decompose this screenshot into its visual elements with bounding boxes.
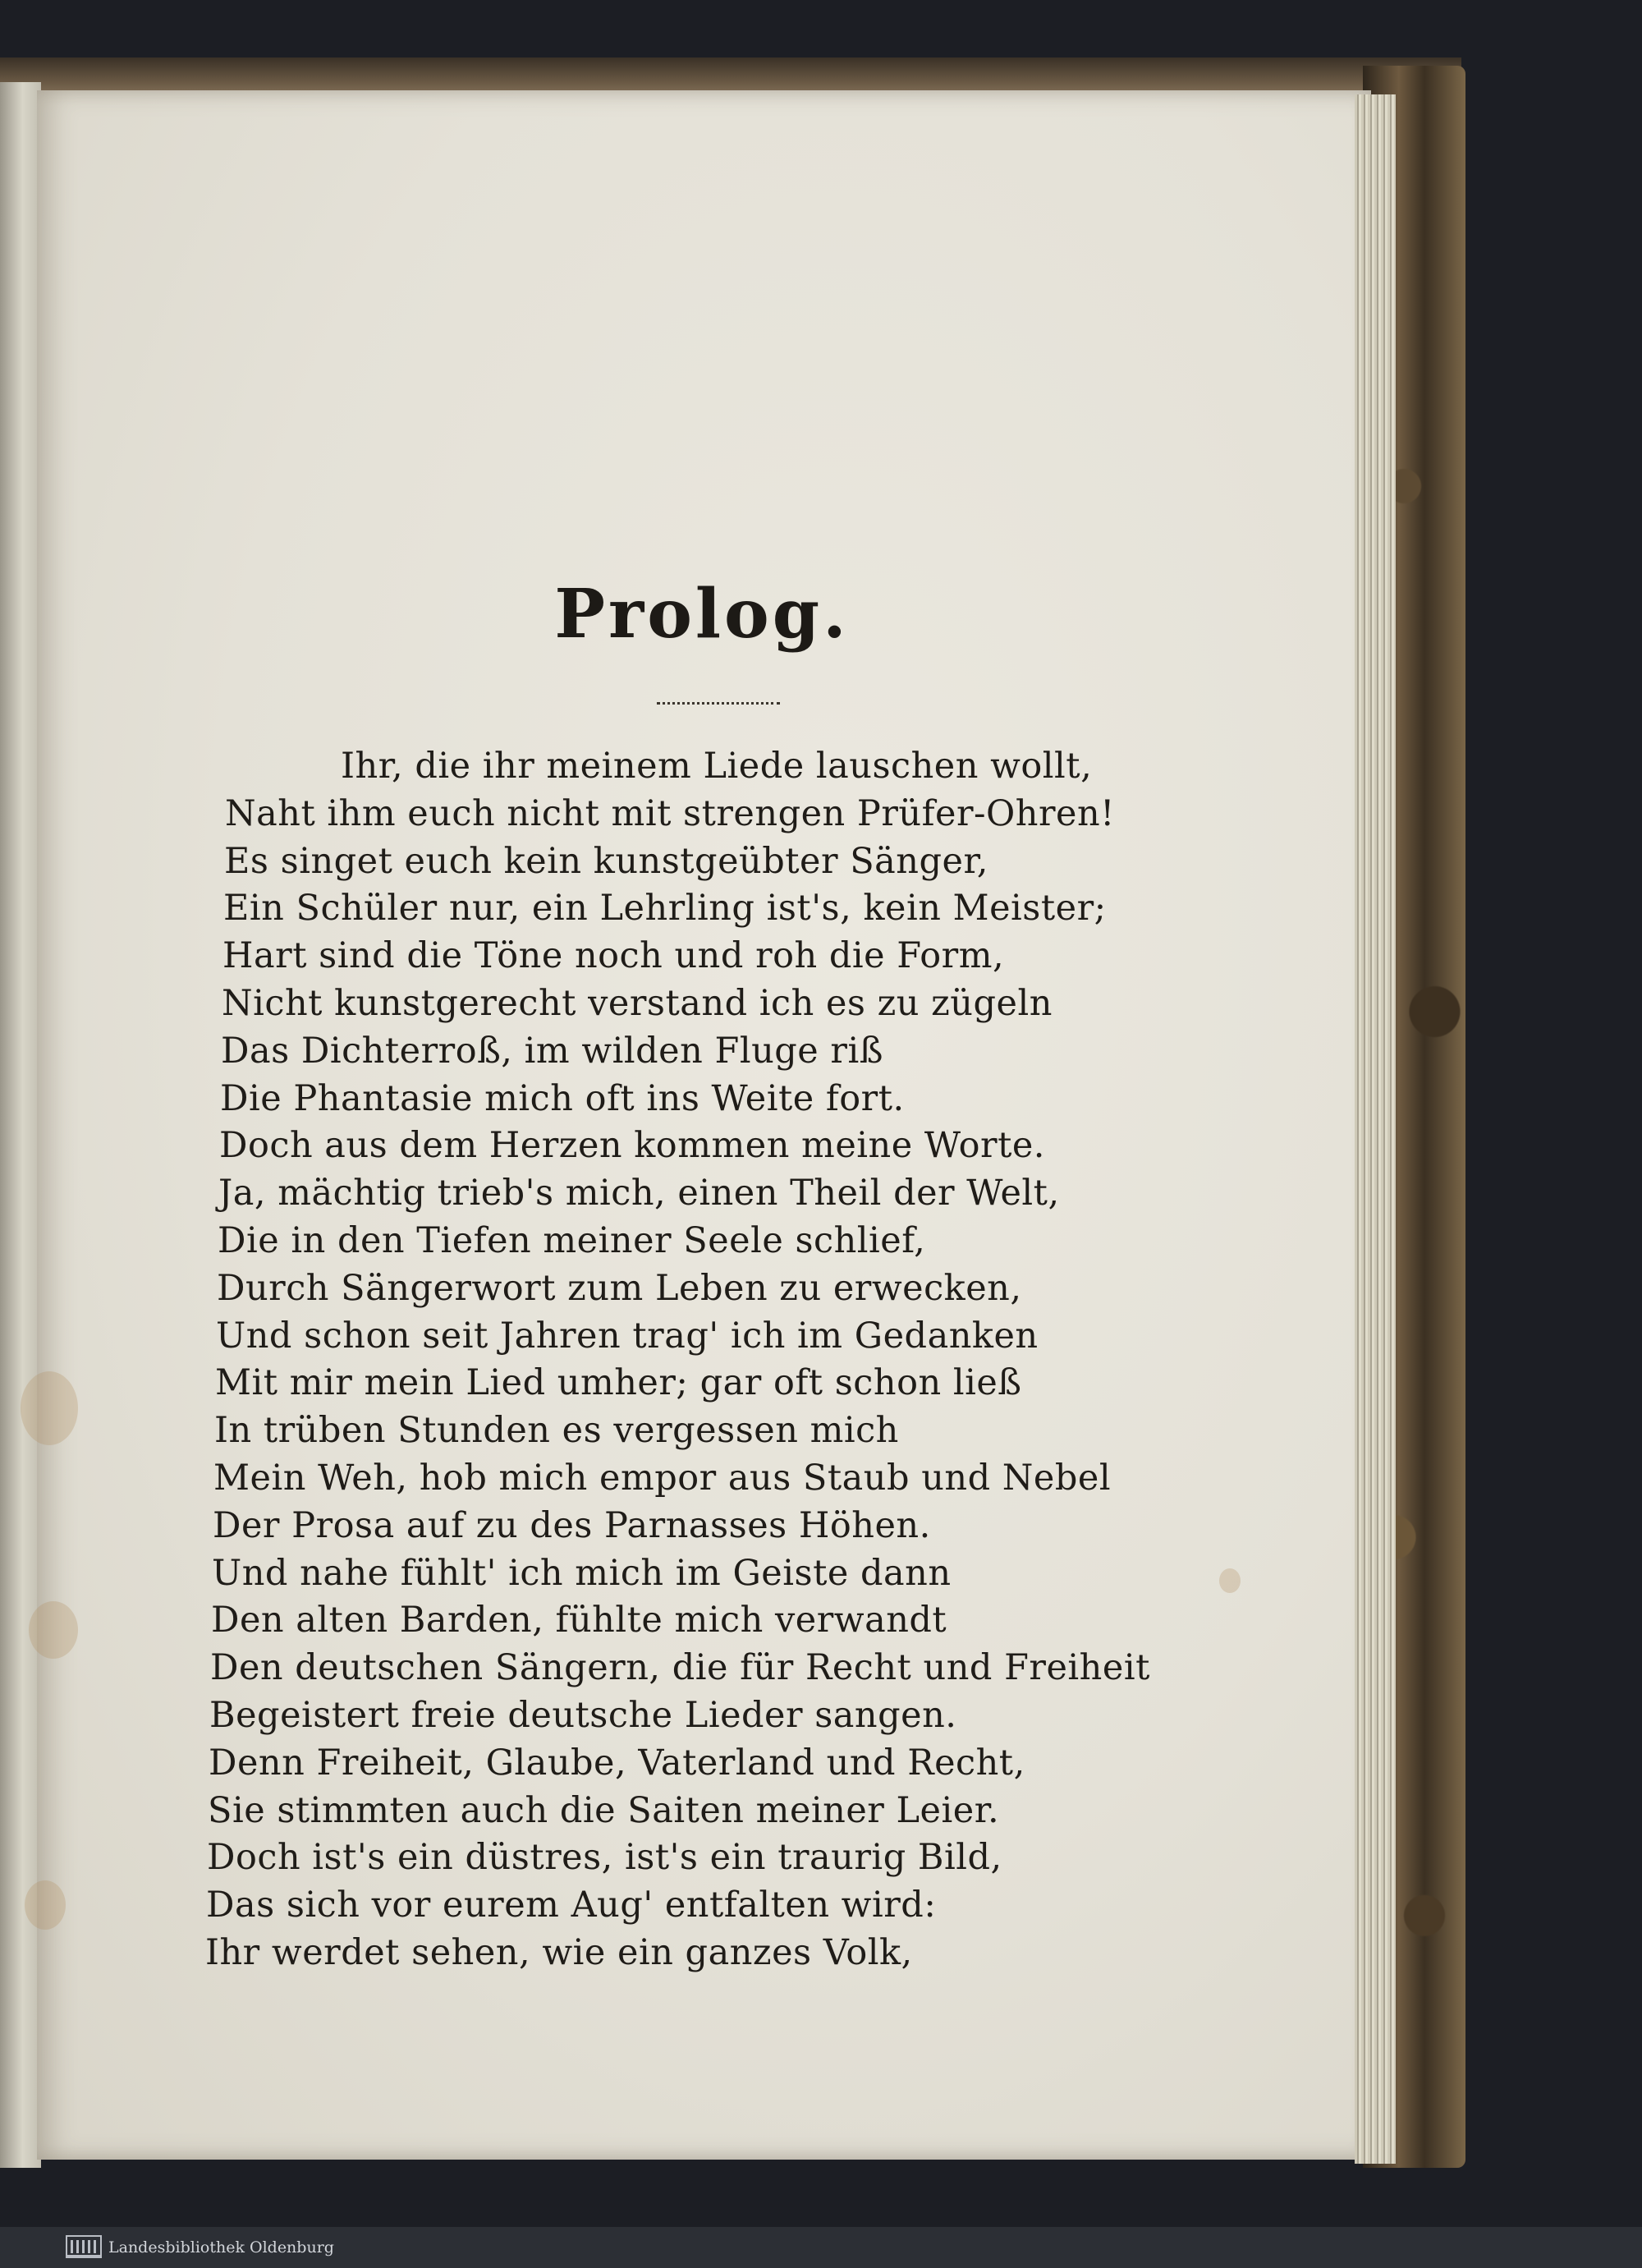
- verse-line: Sie stimmten auch die Saiten meiner Leier.: [208, 1789, 1000, 1831]
- verse-line: Denn Freiheit, Glaube, Vaterland und Recht,: [209, 1742, 1025, 1784]
- verse-line: Naht ihm euch nicht mit strengen Prüfer-Ohren!: [225, 792, 1115, 834]
- verse-line: Mit mir mein Lied umher; gar oft schon ließ: [215, 1362, 1022, 1404]
- verse-line: In trüben Stunden es vergessen mich: [214, 1410, 899, 1452]
- verse-line: Nicht kunstgerecht verstand ich es zu zügeln: [222, 982, 1053, 1024]
- paper-stain: [1219, 1568, 1241, 1593]
- verse-line: Und schon seit Jahren trag' ich im Gedanken: [216, 1315, 1039, 1357]
- verse-line: Doch aus dem Herzen kommen meine Worte.: [219, 1125, 1045, 1167]
- paper-stain: [25, 1880, 66, 1930]
- verse-line: Die Phantasie mich oft ins Weite fort.: [220, 1077, 905, 1119]
- verse-line: Und nahe fühlt' ich mich im Geiste dann: [212, 1552, 952, 1594]
- verse-line: Doch ist's ein düstres, ist's ein traurig Bild,: [207, 1837, 1002, 1879]
- verse-line: Den deutschen Sängern, die für Recht und Freiheit: [210, 1647, 1150, 1689]
- verse-line: Die in den Tiefen meiner Seele schlief,: [218, 1219, 926, 1261]
- page-title: Prolog.: [554, 575, 850, 654]
- verse-line: Hart sind die Töne noch und roh die Form,: [222, 935, 1005, 977]
- verse-line: Den alten Barden, fühlte mich verwandt: [211, 1600, 947, 1641]
- verse-line: Das Dichterroß, im wilden Fluge riß: [221, 1030, 883, 1072]
- verse-line: Der Prosa auf zu des Parnasses Höhen.: [213, 1504, 931, 1546]
- left-page-edge: [0, 82, 41, 2168]
- institution-name: Landesbibliothek Oldenburg: [108, 2238, 334, 2257]
- verse-line: Das sich vor eurem Aug' entfalten wird:: [206, 1885, 937, 1926]
- title-divider: [657, 702, 780, 705]
- verse-line: Es singet euch kein kunstgeübter Sänger,: [224, 840, 988, 882]
- paper-stain: [29, 1601, 78, 1659]
- verse-line: Ein Schüler nur, ein Lehrling ist's, kein Meister;: [223, 888, 1107, 930]
- verse-line: Ihr werdet sehen, wie ein ganzes Volk,: [205, 1931, 913, 1973]
- verse-line: Begeistert freie deutsche Lieder sangen.: [209, 1694, 957, 1736]
- verse-line: Mein Weh, hob mich empor aus Staub und Nebel: [213, 1457, 1112, 1499]
- page-stack-edge: [1355, 94, 1396, 2164]
- verse-line: Durch Sängerwort zum Leben zu erwecken,: [217, 1267, 1022, 1309]
- verse-block: [205, 743, 1150, 1977]
- paper-stain: [21, 1371, 78, 1445]
- verse-line: Ihr, die ihr meinem Liede lauschen wollt,: [341, 746, 1093, 787]
- library-building-icon: [66, 2235, 102, 2258]
- verse-line: Ja, mächtig trieb's mich, einen Theil der Welt,: [218, 1173, 1060, 1214]
